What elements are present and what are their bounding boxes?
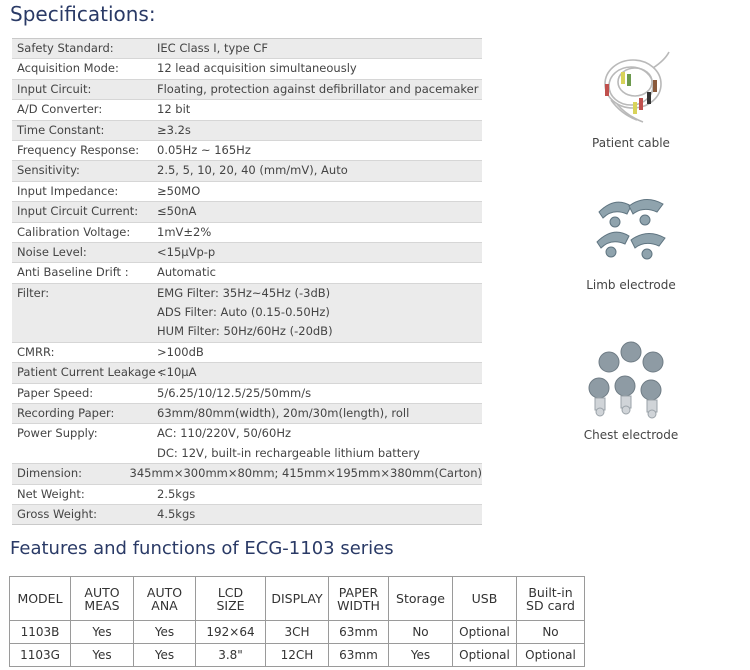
product-limb-electrode: [576, 192, 686, 292]
limb-electrode-icon: [591, 192, 671, 270]
spec-label: Power Supply:: [17, 426, 98, 441]
features-row: [10, 644, 585, 667]
spec-row: [12, 362, 482, 382]
features-cell: 1103G: [10, 644, 71, 667]
spec-value-line: 2.5, 5, 10, 20, 40 (mm/mV), Auto: [157, 163, 348, 178]
spec-value-line: 0.05Hz ~ 165Hz: [157, 142, 251, 157]
spec-row: [12, 463, 482, 483]
features-cell: 63mm: [329, 644, 389, 667]
spec-value: [157, 121, 482, 140]
features-heading: Features and functions of ECG-1103 series: [10, 538, 394, 559]
features-cell: Yes: [134, 644, 196, 667]
features-cell: No: [517, 621, 585, 644]
spec-label: Frequency Response:: [17, 142, 140, 157]
features-header-cell: USB: [453, 577, 517, 621]
spec-row: [12, 484, 482, 504]
features-header-cell: MODEL: [10, 577, 71, 621]
spec-value-line: IEC Class I, type CF: [157, 41, 268, 55]
spec-value-line: AC: 110/220V, 50/60Hz: [157, 426, 292, 441]
spec-row: [12, 383, 482, 403]
features-row: [10, 621, 585, 644]
spec-label: Noise Level:: [17, 244, 87, 259]
features-table: [9, 576, 585, 667]
spec-value-line: HUM Filter: 50Hz/60Hz (-20dB): [157, 324, 333, 339]
spec-row: [12, 140, 482, 160]
features-header-cell: Storage: [389, 577, 453, 621]
spec-row: [12, 283, 482, 342]
spec-value-line: Automatic: [157, 265, 216, 280]
spec-row: [12, 201, 482, 221]
spec-row: [12, 504, 482, 524]
spec-label: Calibration Voltage:: [17, 224, 131, 239]
spec-value: [157, 39, 482, 58]
spec-label: CMRR:: [17, 344, 55, 359]
spec-row: [12, 39, 482, 58]
cable-icon: [591, 50, 671, 128]
features-header-cell: PAPER WIDTH: [329, 577, 389, 621]
spec-row: [12, 403, 482, 423]
spec-value-line: Floating, protection against defibrillator and pacemaker: [157, 81, 479, 96]
spec-row: [12, 160, 482, 180]
product-chest-electrode: [576, 340, 686, 442]
patient-cable-caption: Patient cable: [592, 136, 670, 150]
spec-label: A/D Converter:: [17, 102, 103, 117]
spec-value: [157, 243, 482, 262]
spec-value-line: 12 bit: [157, 102, 191, 117]
spec-value: [157, 424, 482, 463]
features-cell: 12CH: [266, 644, 329, 667]
spec-label: Recording Paper:: [17, 406, 115, 421]
spec-row: [12, 222, 482, 242]
spec-value-line: ≤50nA: [157, 204, 197, 219]
features-header-cell: Built-in SD card: [517, 577, 585, 621]
specifications-heading: Specifications:: [10, 2, 156, 26]
spec-value: [130, 464, 483, 483]
spec-value: [157, 384, 482, 403]
features-cell: 3.8": [196, 644, 266, 667]
spec-value: [157, 141, 482, 160]
spec-value-line: <15μVp-p: [157, 244, 216, 259]
spec-label: Net Weight:: [17, 486, 85, 501]
spec-label: Dimension:: [17, 466, 83, 481]
spec-label: Paper Speed:: [17, 385, 94, 400]
features-cell: Yes: [71, 621, 134, 644]
spec-value-line: 1mV±2%: [157, 224, 212, 239]
spec-value: [157, 404, 482, 423]
features-cell: Yes: [71, 644, 134, 667]
spec-row: [12, 58, 482, 78]
features-cell: No: [389, 621, 453, 644]
specifications-table: [12, 38, 482, 525]
chest-electrode-icon: [579, 340, 675, 420]
spec-row: [12, 423, 482, 463]
spec-label: Sensitivity:: [17, 163, 80, 178]
spec-label: Input Circuit:: [17, 81, 92, 96]
spec-value-line: 345mm×300mm×80mm; 415mm×195mm×380mm(Carton): [129, 466, 482, 481]
spec-label: Gross Weight:: [17, 506, 98, 521]
spec-value: [157, 59, 482, 78]
features-cell: Yes: [389, 644, 453, 667]
spec-value: [157, 202, 482, 221]
spec-label: Input Circuit Current:: [17, 204, 139, 219]
spec-row: [12, 242, 482, 262]
spec-value-line: DC: 12V, built-in rechargeable lithium battery: [157, 445, 420, 460]
limb-electrode-caption: Limb electrode: [586, 278, 676, 292]
spec-value: [157, 223, 482, 242]
spec-value-line: EMG Filter: 35Hz~45Hz (-3dB): [157, 285, 331, 300]
product-patient-cable: [576, 50, 686, 150]
features-cell: Yes: [134, 621, 196, 644]
spec-value-line: 5/6.25/10/12.5/25/50mm/s: [157, 385, 312, 400]
features-cell: 192×64: [196, 621, 266, 644]
spec-row: [12, 120, 482, 140]
spec-label: Safety Standard:: [17, 41, 114, 55]
features-header-cell: LCD SIZE: [196, 577, 266, 621]
spec-value-line: 4.5kgs: [157, 506, 196, 521]
spec-label: Input Impedance:: [17, 183, 119, 198]
features-cell: 63mm: [329, 621, 389, 644]
spec-value: [157, 100, 482, 119]
spec-value: [157, 363, 482, 382]
spec-value-line: <10μA: [157, 365, 197, 380]
spec-value-line: >100dB: [157, 344, 204, 359]
features-header-row: [10, 577, 585, 621]
features-cell: Optional: [517, 644, 585, 667]
features-cell: 1103B: [10, 621, 71, 644]
spec-label: Time Constant:: [17, 122, 105, 137]
spec-value: [157, 485, 482, 504]
spec-value: [157, 284, 482, 342]
spec-value: [157, 263, 482, 282]
spec-value-line: ≥50MO: [157, 183, 201, 198]
spec-value: [157, 505, 482, 524]
spec-value: [157, 343, 482, 362]
features-cell: Optional: [453, 621, 517, 644]
spec-label: Filter:: [17, 285, 50, 300]
chest-electrode-caption: Chest electrode: [583, 428, 679, 442]
features-header-cell: AUTO ANA: [134, 577, 196, 621]
spec-label: Patient Current Leakage :: [17, 365, 164, 380]
spec-value: [157, 161, 482, 180]
spec-value-line: 2.5kgs: [157, 486, 196, 501]
features-header-cell: DISPLAY: [266, 577, 329, 621]
spec-value-line: 12 lead acquisition simultaneously: [157, 61, 357, 76]
spec-value: [157, 80, 482, 99]
spec-value-line: ≥3.2s: [157, 122, 191, 137]
spec-label: Anti Baseline Drift :: [17, 265, 129, 280]
features-cell: 3CH: [266, 621, 329, 644]
spec-label: Acquisition Mode:: [17, 61, 119, 76]
features-cell: Optional: [453, 644, 517, 667]
spec-row: [12, 181, 482, 201]
spec-row: [12, 99, 482, 119]
spec-value: [157, 182, 482, 201]
spec-row: [12, 262, 482, 282]
spec-value-line: ADS Filter: Auto (0.15-0.50Hz): [157, 305, 330, 320]
spec-value-line: 63mm/80mm(width), 20m/30m(length), roll: [157, 406, 410, 421]
features-header-cell: AUTO MEAS: [71, 577, 134, 621]
spec-row: [12, 79, 482, 99]
spec-row: [12, 342, 482, 362]
